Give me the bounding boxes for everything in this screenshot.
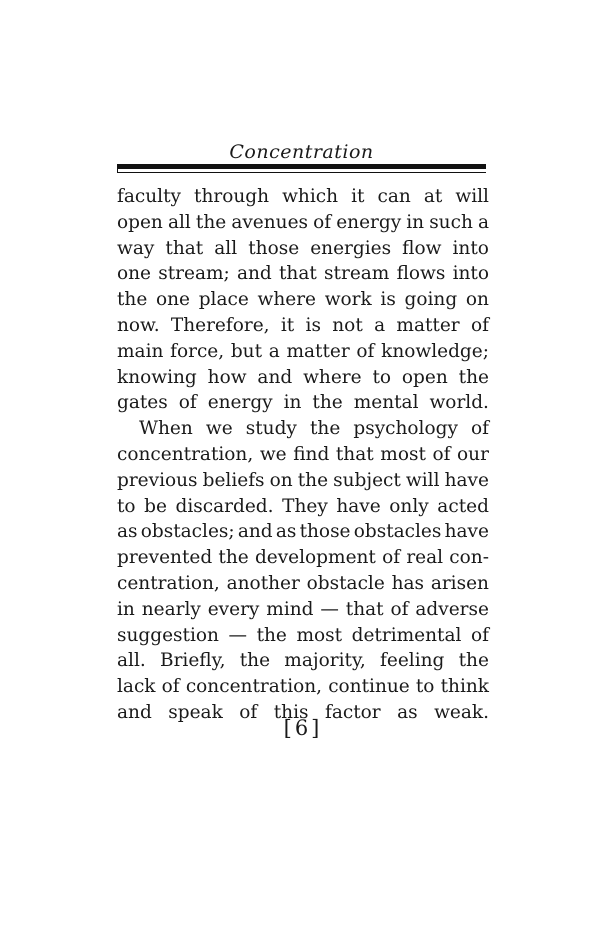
word: to bbox=[415, 676, 435, 698]
word: continue bbox=[328, 676, 410, 698]
word: the bbox=[195, 211, 227, 233]
word: have bbox=[336, 495, 381, 517]
word: our bbox=[457, 443, 489, 465]
word: concentration, bbox=[117, 443, 254, 465]
word: where bbox=[257, 289, 316, 311]
word: and bbox=[237, 521, 273, 543]
header-rule-thick bbox=[117, 164, 486, 169]
word: a bbox=[374, 314, 386, 336]
word: is bbox=[305, 314, 321, 336]
word: at bbox=[423, 186, 443, 207]
word: the bbox=[312, 392, 343, 414]
word: work bbox=[324, 289, 372, 311]
word: is bbox=[380, 289, 396, 311]
word: how bbox=[207, 366, 247, 388]
text-line bbox=[117, 365, 489, 391]
word: will bbox=[455, 186, 489, 207]
word: that bbox=[335, 443, 374, 465]
word: this bbox=[273, 701, 309, 723]
word: those bbox=[299, 521, 351, 543]
word: most bbox=[296, 624, 343, 646]
word: of bbox=[356, 340, 375, 362]
text-line bbox=[117, 442, 489, 468]
word: speak bbox=[168, 701, 223, 723]
word: suggestion bbox=[117, 624, 219, 646]
word: find bbox=[293, 443, 330, 465]
word: flows bbox=[396, 263, 446, 285]
word: in bbox=[283, 392, 302, 414]
word: in bbox=[117, 598, 135, 620]
word: think bbox=[440, 676, 489, 698]
word: stream bbox=[324, 263, 390, 285]
text-line bbox=[117, 184, 489, 210]
word: on bbox=[465, 289, 489, 311]
word: open bbox=[401, 366, 448, 388]
body-text bbox=[117, 184, 489, 726]
text-line bbox=[117, 339, 489, 365]
word: and bbox=[236, 263, 272, 285]
word: a bbox=[268, 340, 280, 362]
word: of bbox=[382, 547, 401, 569]
word: of bbox=[178, 392, 197, 414]
word: open bbox=[117, 211, 163, 233]
word: the bbox=[297, 469, 329, 491]
word: weak. bbox=[434, 701, 489, 723]
word: knowledge; bbox=[381, 340, 489, 362]
word: most bbox=[380, 443, 426, 465]
word: avenues bbox=[231, 211, 309, 233]
word: another bbox=[226, 572, 300, 594]
word: detrimental bbox=[351, 624, 462, 646]
word: energy bbox=[336, 211, 402, 233]
word: Briefly, bbox=[159, 650, 226, 672]
word: be bbox=[144, 495, 167, 517]
word: adverse bbox=[415, 598, 489, 620]
word: prevented bbox=[117, 547, 213, 569]
word: into bbox=[452, 237, 489, 259]
word: of bbox=[470, 624, 489, 646]
word: to bbox=[117, 495, 136, 517]
word: of bbox=[470, 314, 489, 336]
word: centration, bbox=[117, 572, 220, 594]
word: They bbox=[282, 495, 328, 517]
word: all. bbox=[117, 650, 146, 672]
word: mental bbox=[353, 392, 419, 414]
header-rule-thin bbox=[117, 172, 486, 173]
word: as bbox=[117, 521, 138, 543]
text-line bbox=[117, 210, 489, 236]
word: the bbox=[458, 650, 489, 672]
word: in bbox=[406, 211, 425, 233]
word: the bbox=[117, 289, 148, 311]
word: on bbox=[269, 469, 293, 491]
word: into bbox=[452, 263, 489, 285]
word: those bbox=[248, 237, 300, 259]
text-line bbox=[117, 236, 489, 262]
word: energy bbox=[207, 392, 273, 414]
word: have bbox=[444, 521, 489, 543]
word: we bbox=[259, 443, 287, 465]
word: only bbox=[389, 495, 429, 517]
word: it bbox=[280, 314, 295, 336]
word: through bbox=[194, 186, 270, 207]
word: of bbox=[432, 443, 451, 465]
word: it bbox=[351, 186, 365, 207]
running-head: Concentration bbox=[229, 141, 374, 163]
word: world. bbox=[429, 392, 489, 414]
word: — bbox=[320, 598, 339, 620]
word: matter bbox=[286, 340, 350, 362]
word: subject bbox=[333, 469, 401, 491]
word: of bbox=[390, 598, 409, 620]
word: which bbox=[282, 186, 339, 207]
word: arisen bbox=[430, 572, 489, 594]
word: nearly bbox=[141, 598, 201, 620]
word: psychology bbox=[353, 418, 458, 440]
word: the bbox=[458, 366, 489, 388]
word: previous bbox=[117, 469, 198, 491]
word: When bbox=[139, 418, 193, 440]
word: where bbox=[303, 366, 362, 388]
word: lack bbox=[117, 676, 156, 698]
text-line bbox=[117, 416, 489, 442]
word: as bbox=[275, 521, 297, 543]
word: not bbox=[332, 314, 363, 336]
word: will bbox=[405, 469, 440, 491]
word: has bbox=[391, 572, 425, 594]
page-number: [6] bbox=[283, 716, 323, 740]
word: going bbox=[404, 289, 458, 311]
word: feeling bbox=[380, 650, 445, 672]
word: beliefs bbox=[202, 469, 265, 491]
text-line bbox=[117, 571, 489, 597]
word: the bbox=[309, 418, 341, 440]
word: we bbox=[205, 418, 233, 440]
word: discarded. bbox=[175, 495, 274, 517]
word: real bbox=[406, 547, 444, 569]
word: one bbox=[117, 263, 152, 285]
word: now. bbox=[117, 314, 160, 336]
word: — bbox=[228, 624, 248, 646]
word: knowing bbox=[117, 366, 197, 388]
word: the bbox=[218, 547, 249, 569]
text-line bbox=[117, 623, 489, 649]
word: that bbox=[165, 237, 204, 259]
word: that bbox=[279, 263, 317, 285]
word: every bbox=[207, 598, 260, 620]
text-line bbox=[117, 597, 489, 623]
word: concentration, bbox=[185, 676, 323, 698]
text-line bbox=[117, 674, 489, 700]
text-line bbox=[117, 648, 489, 674]
word: majority, bbox=[284, 650, 366, 672]
word: as bbox=[397, 701, 418, 723]
word: of bbox=[161, 676, 180, 698]
word: matter bbox=[396, 314, 460, 336]
word: Therefore, bbox=[170, 314, 270, 336]
word: obstacles; bbox=[140, 521, 235, 543]
text-line bbox=[117, 313, 489, 339]
word: and bbox=[257, 366, 293, 388]
word: way bbox=[117, 237, 155, 259]
word: have bbox=[444, 469, 489, 491]
word: to bbox=[372, 366, 392, 388]
word: stream; bbox=[158, 263, 230, 285]
word: gates bbox=[117, 392, 168, 414]
text-line bbox=[117, 390, 489, 416]
word: mind bbox=[266, 598, 314, 620]
word: that bbox=[345, 598, 384, 620]
word: can bbox=[377, 186, 411, 207]
word: obstacle bbox=[306, 572, 385, 594]
word: con- bbox=[449, 547, 489, 569]
word: energies bbox=[310, 237, 392, 259]
word: main bbox=[117, 340, 164, 362]
word: study bbox=[245, 418, 297, 440]
word: all bbox=[214, 237, 238, 259]
word: a bbox=[477, 211, 489, 233]
word: and bbox=[117, 701, 152, 723]
word: of bbox=[239, 701, 258, 723]
word: development bbox=[254, 547, 376, 569]
word: such bbox=[429, 211, 473, 233]
word: force, bbox=[170, 340, 225, 362]
word: obstacles bbox=[353, 521, 442, 543]
text-line bbox=[117, 545, 489, 571]
text-line bbox=[117, 287, 489, 313]
word: place bbox=[198, 289, 249, 311]
word: acted bbox=[437, 495, 489, 517]
text-line bbox=[117, 261, 489, 287]
word: all bbox=[167, 211, 191, 233]
word: of bbox=[313, 211, 332, 233]
word: of bbox=[471, 418, 489, 440]
word: the bbox=[239, 650, 271, 672]
word: flow bbox=[402, 237, 442, 259]
text-line bbox=[117, 494, 489, 520]
text-line bbox=[117, 468, 489, 494]
word: the bbox=[256, 624, 287, 646]
word: one bbox=[156, 289, 191, 311]
word: but bbox=[230, 340, 263, 362]
text-line bbox=[117, 519, 489, 545]
word: faculty bbox=[117, 186, 181, 207]
word: factor bbox=[324, 701, 381, 723]
